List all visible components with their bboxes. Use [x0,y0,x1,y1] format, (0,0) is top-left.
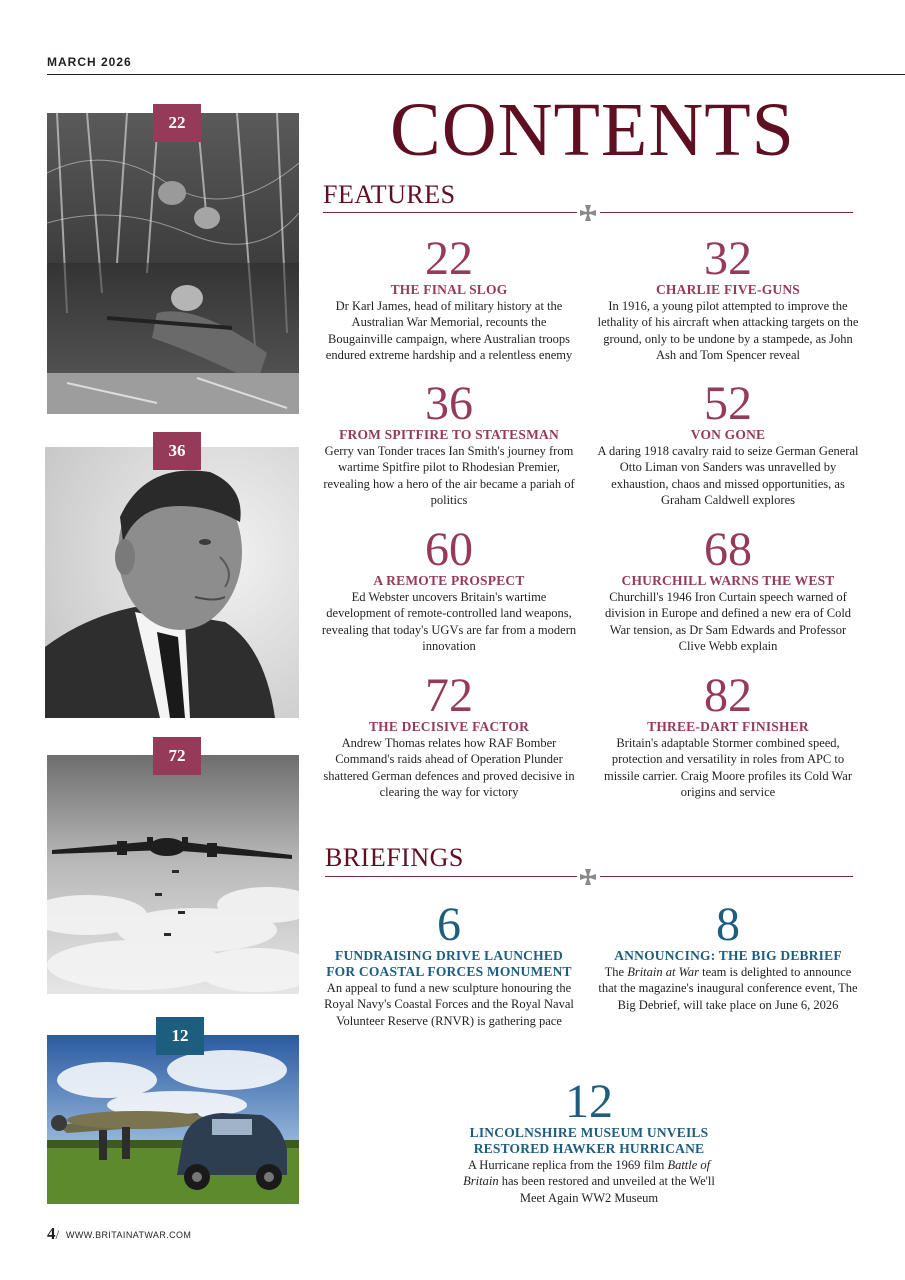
feature-title: CHURCHILL WARNS THE WEST [621,573,835,588]
briefing-description: The Britain at War team is delighted to announce that the magazine's inaugural conference event, The Big Debrief, will take place on June 6, 2026 [598,965,858,1012]
briefing-title: FOR COASTAL FORCES MONUMENT [326,964,572,979]
feature-description: Gerry van Tonder traces Ian Smith's journey from wartime Spitfire pilot to Rhodesian Premier, revealing how a hero of the air became a pariah of politics [323,444,575,507]
issue-date: MARCH 2026 [47,55,132,69]
features-rule-left [323,212,577,213]
feature-page-number: 52 [704,377,752,430]
feature-page-number: 82 [704,669,752,722]
briefing-description: An appeal to fund a new sculpture honouring the Royal Navy's Coastal Forces and the Royal Naval Volunteer Reserve (RNVR) is gathering pace [324,981,574,1028]
feature-description: Ed Webster uncovers Britain's wartime development of remote-controlled land weapons, revealing that today's UGVs are far from a modern innovation [321,590,577,653]
maltese-cross-icon [580,869,596,885]
feature-item[interactable] [597,232,859,363]
feature-item[interactable] [597,377,859,508]
photo-hurricane [47,1035,299,1204]
feature-item[interactable] [318,669,580,800]
photo-badge-72: 72 [153,737,201,775]
feature-item[interactable] [318,523,580,654]
feature-page-number: 60 [425,523,473,576]
photo-badge-12: 12 [156,1017,204,1055]
header-rule [47,74,905,75]
feature-page-number: 32 [704,232,752,285]
features-rule-right [600,212,853,213]
feature-page-number: 72 [425,669,473,722]
page-title: CONTENTS [390,88,795,172]
photo-swamp [47,113,299,414]
briefing-title: FUNDRAISING DRIVE LAUNCHED [335,948,563,963]
feature-description: Andrew Thomas relates how RAF Bomber Command's raids ahead of Operation Plunder shattered German defences and proved decisive in clearing the way for victory [323,736,575,799]
photo-badge-36: 36 [153,432,201,470]
photo-badge-22: 22 [153,104,201,142]
feature-item[interactable] [597,669,859,800]
maltese-cross-icon [580,205,596,221]
feature-title: FROM SPITFIRE TO STATESMAN [339,427,559,442]
feature-item[interactable] [318,377,580,508]
briefing-page-number: 6 [437,898,461,951]
feature-title: THE DECISIVE FACTOR [368,719,530,734]
briefing-item[interactable] [450,1075,728,1206]
briefing-title: RESTORED HAWKER HURRICANE [473,1141,705,1156]
feature-page-number: 22 [425,232,473,285]
feature-title: THREE-DART FINISHER [647,719,809,734]
briefing-title: ANNOUNCING: THE BIG DEBRIEF [614,948,842,963]
feature-title: VON GONE [690,427,766,442]
footer-url[interactable]: WWW.BRITAINATWAR.COM [66,1230,192,1240]
briefing-item[interactable] [597,898,859,1013]
briefing-page-number: 12 [565,1075,613,1128]
feature-title: A REMOTE PROSPECT [373,573,525,588]
footer-page-number: 4/ [47,1224,60,1243]
feature-title: THE FINAL SLOG [390,282,508,297]
briefing-item[interactable] [318,898,580,1029]
feature-description: Churchill's 1946 Iron Curtain speech warned of division in Europe and defined a new era of Cold War tension, as Dr Sam Edwards and Professor Clive Webb explain [604,590,852,653]
photo-portrait [45,447,299,718]
feature-description: In 1916, a young pilot attempted to improve the lethality of his aircraft when attacking targets on the ground, only to be undone by a stampede, as John Ash and Tom Spencer reveal [597,299,859,362]
feature-description: Dr Karl James, head of military history at the Australian War Memorial, recounts the Bougainville campaign, where Australian troops endured extreme hardship and a relentless enemy [325,299,573,362]
briefings-heading: BRIEFINGS [325,843,464,872]
feature-description: A daring 1918 cavalry raid to seize German General Otto Liman von Sanders was unravelled by exhaustion, chaos and missed opportunities, as Graham Caldwell explores [597,444,859,507]
features-heading: FEATURES [323,180,456,209]
briefings-rule-left [325,876,577,877]
feature-page-number: 68 [704,523,752,576]
feature-item[interactable] [597,523,859,654]
feature-title: CHARLIE FIVE-GUNS [655,282,801,297]
feature-item[interactable] [318,232,580,363]
feature-page-number: 36 [425,377,473,430]
feature-description: Britain's adaptable Stormer combined speed, protection and versatility in roles from APC to missile carrier. Craig Moore profiles its Cold War origins and service [603,736,853,799]
briefing-page-number: 8 [716,898,740,951]
photo-bomber [47,755,299,994]
briefings-rule-right [600,876,853,877]
briefing-description: A Hurricane replica from the 1969 film Battle of Britain has been restored and unveiled at the We'll Meet Again WW2 Museum [463,1158,715,1205]
briefing-title: LINCOLNSHIRE MUSEUM UNVEILS [469,1125,709,1140]
